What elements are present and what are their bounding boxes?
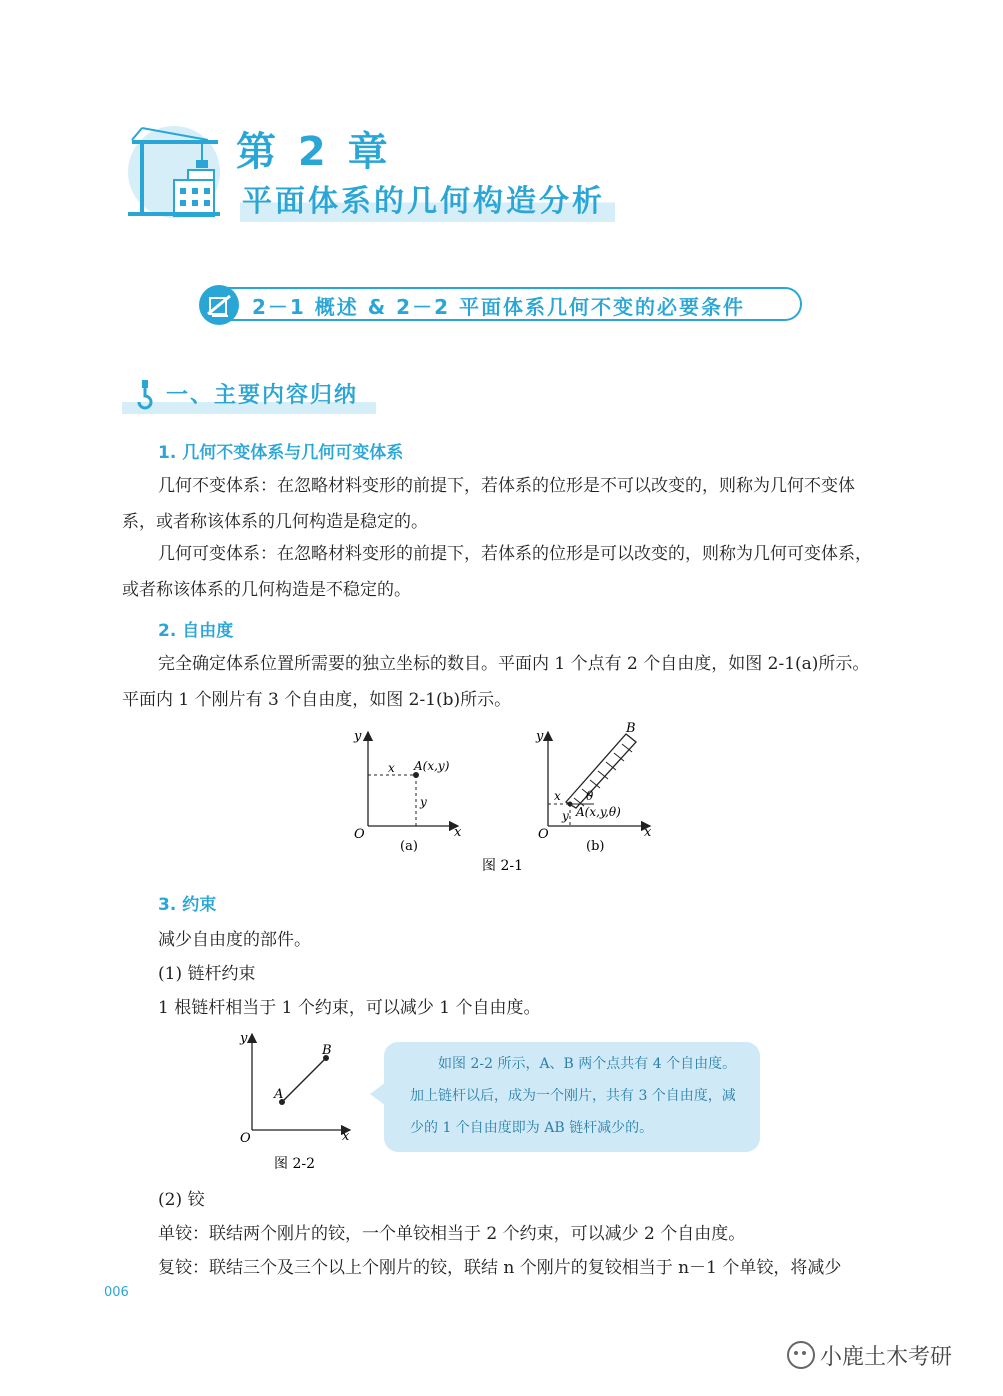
paragraph-link-constraint: 1 根链杆相当于 1 个约束，可以减少 1 个自由度。: [158, 998, 541, 1018]
figure-2-1-caption: 图 2-1: [482, 858, 523, 874]
fig-b-point-label: A(x,y,θ): [576, 805, 621, 819]
summary-heading: 一、主要内容归纳: [166, 383, 359, 408]
fig-a-axis-y-label: y: [354, 729, 362, 744]
fig-a-dim-y-label: y: [420, 795, 427, 809]
paragraph-compound-hinge: 复铰：联结三个及三个以上个刚片的铰，联结 n 个刚片的复铰相当于 n－1 个单铰，将减少: [158, 1258, 842, 1278]
subheading-geometric-systems: 1. 几何不变体系与几何可变体系: [158, 443, 404, 463]
fig-2-2-point-b-label: B: [322, 1043, 332, 1058]
section-title: 2－1 概述 & 2－2 平面体系几何不变的必要条件: [252, 295, 745, 319]
callout-pointer: [366, 1082, 386, 1106]
fig-b-end-label: B: [626, 721, 636, 736]
fig-2-2-axis-y-label: y: [240, 1031, 248, 1046]
callout-text: 如图 2-2 所示，A、B 两个点共有 4 个自由度。加上链杆以后，成为一个刚片，共有 3 个自由度，减少的 1 个自由度即为 AB 链杆减少的。: [410, 1056, 737, 1136]
fig-2-2-point-a-label: A: [274, 1087, 284, 1102]
fig-b-dim-y-label: y: [562, 809, 569, 823]
crane-illustration-icon: [118, 120, 230, 220]
wechat-icon: [786, 1340, 816, 1370]
fig-2-2-origin-label: O: [240, 1131, 251, 1146]
fig-b-rigid-body: [566, 734, 636, 808]
ruler-pencil-icon: [198, 284, 240, 326]
fig-2-2-axis-x-label: x: [342, 1129, 350, 1144]
fig-b-origin-label: O: [538, 827, 549, 842]
figure-2-2: [230, 1024, 360, 1176]
fig-a-sublabel: (a): [400, 839, 418, 854]
fig-a-axis-x-label: x: [454, 825, 462, 840]
paragraph-single-hinge: 单铰：联结两个刚片的铰，一个单铰相当于 2 个约束，可以减少 2 个自由度。: [158, 1224, 746, 1244]
chapter-title: 平面体系的几何构造分析: [240, 176, 615, 222]
chapter-number: 第 2 章: [236, 129, 392, 175]
figure-2-1: [330, 720, 670, 880]
fig-a-origin-label: O: [354, 827, 365, 842]
paragraph-variable-definition: 几何可变体系：在忽略材料变形的前提下，若体系的位形是可以改变的，则称为几何可变体系，或者称该体系的几何构造是不稳定的。: [122, 544, 872, 600]
figure-2-2-caption: 图 2-2: [274, 1156, 315, 1172]
watermark: 小鹿土木考研: [820, 1345, 953, 1370]
paragraph-degrees-of-freedom: 完全确定体系位置所需要的独立坐标的数目。平面内 1 个点有 2 个自由度，如图 2-1(a)所示。平面内 1 个刚片有 3 个自由度，如图 2-1(b)所示。: [122, 654, 870, 710]
fig-b-axis-x-label: x: [644, 825, 652, 840]
paragraph-hinge-heading: (2) 铰: [158, 1190, 205, 1210]
paragraph-constraint-definition: 减少自由度的部件。: [158, 930, 311, 950]
subheading-degrees-of-freedom: 2. 自由度: [158, 621, 234, 641]
paragraph-link-constraint-heading: (1) 链杆约束: [158, 964, 256, 984]
fig-2-2-link-bar: [282, 1058, 326, 1102]
subheading-constraints: 3. 约束: [158, 895, 217, 915]
fig-b-dim-x-label: x: [554, 789, 561, 803]
hook-icon: [132, 380, 158, 410]
paragraph-invariant-definition: 几何不变体系：在忽略材料变形的前提下，若体系的位形是不可以改变的，则称为几何不变体系，或者称该体系的几何构造是稳定的。: [122, 476, 855, 532]
fig-a-dim-x-label: x: [388, 761, 395, 775]
fig-b-sublabel: (b): [586, 839, 605, 854]
page-number: 006: [104, 1285, 129, 1300]
fig-b-angle-label: θ: [586, 789, 594, 803]
fig-b-point-a: [568, 802, 573, 807]
fig-a-point-label: A(x,y): [414, 759, 450, 773]
fig-b-axis-y-label: y: [536, 729, 544, 744]
